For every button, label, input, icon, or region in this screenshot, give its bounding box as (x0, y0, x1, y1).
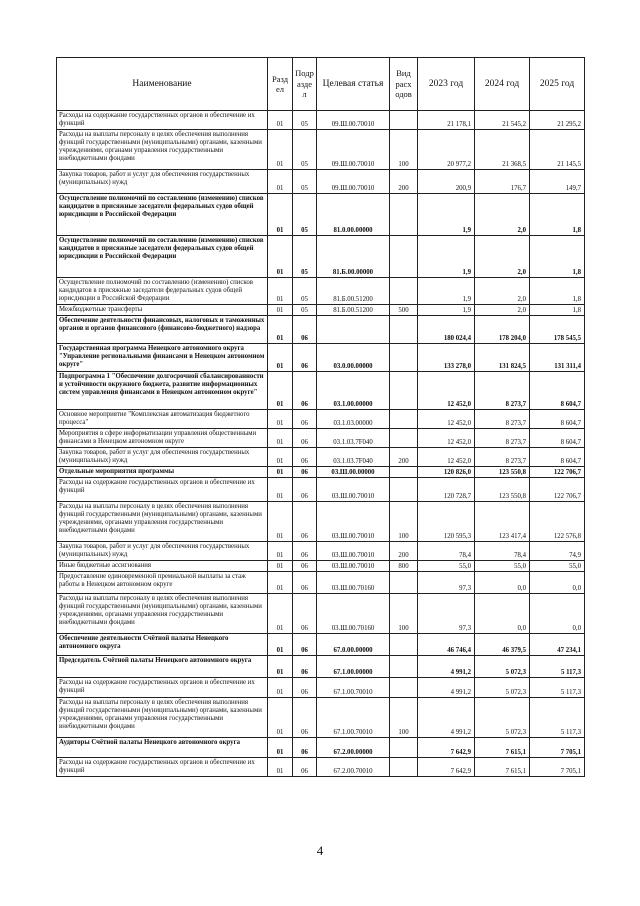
table-row (57, 561, 585, 572)
cell-vid (390, 278, 418, 305)
cell-2023: 97,3 (418, 572, 475, 594)
cell-vid (390, 372, 418, 410)
cell-target (317, 316, 390, 344)
cell-vid (390, 758, 418, 777)
cell-razdel: 01 (268, 502, 293, 542)
cell-2024: 123 417,4 (475, 502, 530, 542)
cell-2023: 97,3 (418, 594, 475, 634)
cell-2025: 55,0 (530, 561, 585, 572)
cell-vid: 100 (390, 698, 418, 738)
cell-vid (390, 656, 418, 678)
table-row (57, 344, 585, 372)
cell-name: Закупка товаров, работ и услуг для обеспечения государственных (муниципальных) нужд (57, 542, 268, 561)
cell-vid (390, 316, 418, 344)
cell-target: 03.Ш.00.70010 (317, 478, 390, 502)
cell-razdel: 01 (268, 170, 293, 194)
cell-2025: 1,8 (530, 278, 585, 305)
cell-2025: 7 705,1 (530, 758, 585, 777)
table-row (57, 194, 585, 236)
cell-name: Расходы на выплаты персоналу в целях обеспечения выполнения функций государственными (муниципальными) органами, казенными учреждениями, органами управления государственными внебюджетными фондами (57, 698, 268, 738)
table-row (57, 111, 585, 130)
cell-podrazdel: 06 (293, 594, 317, 634)
cell-vid: 100 (390, 502, 418, 542)
cell-podrazdel: 05 (293, 170, 317, 194)
column-header-2024: 2024 год (475, 58, 530, 111)
cell-razdel: 01 (268, 236, 293, 278)
cell-2023: 120 826,0 (418, 467, 475, 478)
cell-target: 67.0.00.00000 (317, 634, 390, 656)
cell-2025: 21 145,5 (530, 130, 585, 170)
cell-podrazdel: 05 (293, 236, 317, 278)
cell-2025: 21 295,2 (530, 111, 585, 130)
cell-target: 67.1.00.00000 (317, 656, 390, 678)
cell-podrazdel: 06 (293, 572, 317, 594)
budget-sheet (56, 57, 584, 777)
cell-vid: 800 (390, 561, 418, 572)
cell-2023: 12 452,0 (418, 448, 475, 467)
cell-razdel: 01 (268, 448, 293, 467)
cell-name: Аудиторы Счётной палаты Ненецкого автономного округа (57, 738, 268, 758)
cell-2024: 0,0 (475, 572, 530, 594)
cell-podrazdel: 06 (293, 738, 317, 758)
cell-name: Межбюджетные трансферты (57, 305, 268, 316)
cell-vid (390, 634, 418, 656)
budget-table (56, 57, 585, 777)
cell-name: Расходы на содержание государственных органов и обеспечение их функций (57, 111, 268, 130)
cell-2024: 176,7 (475, 170, 530, 194)
cell-vid (390, 572, 418, 594)
cell-name: Отдельные мероприятия программы (57, 467, 268, 478)
cell-target: 81.Б.00.00000 (317, 236, 390, 278)
column-header-vid: Вид расх одов (390, 58, 418, 111)
cell-2024: 123 550,8 (475, 478, 530, 502)
table-row (57, 236, 585, 278)
cell-target: 03.1.00.00000 (317, 372, 390, 410)
cell-2024: 21 545,2 (475, 111, 530, 130)
cell-name: Закупка товаров, работ и услуг для обеспечения государственных (муниципальных) нужд (57, 170, 268, 194)
cell-name: Государственная программа Ненецкого автономного округа "Управление региональными финансами в Ненецком автономном округе" (57, 344, 268, 372)
cell-razdel: 01 (268, 572, 293, 594)
cell-podrazdel: 05 (293, 278, 317, 305)
table-row (57, 758, 585, 777)
cell-name: Осуществление полномочий по составлению (изменению) списков кандидатов в присяжные заседатели федеральных судов общей юрисдикции в Российской Федерации (57, 236, 268, 278)
cell-name: Расходы на содержание государственных органов и обеспечение их функций (57, 758, 268, 777)
cell-razdel: 01 (268, 316, 293, 344)
cell-2023: 12 452,0 (418, 372, 475, 410)
cell-vid: 200 (390, 170, 418, 194)
cell-target: 03.Ш.00.70010 (317, 502, 390, 542)
cell-target: 03.Ш.00.00000 (317, 467, 390, 478)
cell-2023: 21 178,1 (418, 111, 475, 130)
cell-podrazdel: 05 (293, 111, 317, 130)
cell-2024: 21 368,5 (475, 130, 530, 170)
table-row (57, 467, 585, 478)
cell-2023: 1,9 (418, 194, 475, 236)
column-header-2023: 2023 год (418, 58, 475, 111)
cell-name: Закупка товаров, работ и услуг для обеспечения государственных (муниципальных) нужд (57, 448, 268, 467)
cell-2024: 7 615,1 (475, 758, 530, 777)
cell-name: Расходы на выплаты персоналу в целях обеспечения выполнения функций государственными (муниципальными) органами, казенными учреждениями, органами управления государственными внебюджетными фондами (57, 502, 268, 542)
cell-2025: 1,8 (530, 305, 585, 316)
cell-2024: 55,0 (475, 561, 530, 572)
cell-2023: 78,4 (418, 542, 475, 561)
cell-2023: 120 595,3 (418, 502, 475, 542)
cell-name: Предоставление единовременной премиальной выплаты за стаж работы в Ненецком автономном округе (57, 572, 268, 594)
table-row (57, 656, 585, 678)
cell-target: 67.1.00.70010 (317, 698, 390, 738)
cell-vid (390, 344, 418, 372)
cell-razdel: 01 (268, 194, 293, 236)
cell-target: 81.Б.00.51200 (317, 278, 390, 305)
cell-name: Основное мероприятие "Комплексная автоматизация бюджетного процесса" (57, 410, 268, 429)
cell-2025: 149,7 (530, 170, 585, 194)
table-row (57, 410, 585, 429)
table-row (57, 594, 585, 634)
cell-podrazdel: 06 (293, 467, 317, 478)
cell-vid: 200 (390, 448, 418, 467)
cell-razdel: 01 (268, 305, 293, 316)
table-row (57, 502, 585, 542)
cell-podrazdel: 05 (293, 130, 317, 170)
cell-podrazdel: 06 (293, 758, 317, 777)
cell-name: Обеспечение деятельности Счётной палаты Ненецкого автономного округа (57, 634, 268, 656)
cell-2023: 7 642,9 (418, 738, 475, 758)
cell-vid (390, 738, 418, 758)
cell-razdel: 01 (268, 594, 293, 634)
cell-2024: 8 273,7 (475, 448, 530, 467)
cell-razdel: 01 (268, 278, 293, 305)
cell-2025: 1,8 (530, 236, 585, 278)
cell-2023: 120 728,7 (418, 478, 475, 502)
table-row (57, 478, 585, 502)
cell-2023: 1,9 (418, 236, 475, 278)
cell-vid: 100 (390, 594, 418, 634)
cell-2025: 8 604,7 (530, 372, 585, 410)
cell-2024: 2,0 (475, 305, 530, 316)
cell-2024: 78,4 (475, 542, 530, 561)
cell-2025: 122 706,7 (530, 467, 585, 478)
cell-razdel: 01 (268, 634, 293, 656)
cell-vid (390, 678, 418, 698)
table-row (57, 678, 585, 698)
cell-2025: 47 234,1 (530, 634, 585, 656)
cell-podrazdel: 05 (293, 305, 317, 316)
cell-2025: 122 706,7 (530, 478, 585, 502)
table-row (57, 572, 585, 594)
cell-vid (390, 194, 418, 236)
table-row (57, 305, 585, 316)
cell-name: Расходы на выплаты персоналу в целях обеспечения выполнения функций государственными (муниципальными) органами, казенными учреждениями, органами управления государственными внебюджетными фондами (57, 130, 268, 170)
cell-razdel: 01 (268, 738, 293, 758)
cell-name: Расходы на содержание государственных органов и обеспечение их функций (57, 678, 268, 698)
cell-target: 09.Ш.00.70010 (317, 111, 390, 130)
cell-podrazdel: 06 (293, 372, 317, 410)
cell-podrazdel: 06 (293, 634, 317, 656)
table-row (57, 316, 585, 344)
cell-podrazdel: 06 (293, 502, 317, 542)
page-number: 4 (316, 843, 324, 858)
cell-podrazdel: 06 (293, 429, 317, 448)
cell-2025: 5 117,3 (530, 678, 585, 698)
cell-podrazdel: 06 (293, 678, 317, 698)
cell-2023: 200,9 (418, 170, 475, 194)
table-header-row (57, 58, 585, 111)
cell-2024: 8 273,7 (475, 429, 530, 448)
cell-2025: 8 604,7 (530, 410, 585, 429)
cell-2025: 8 604,7 (530, 429, 585, 448)
cell-2025: 1,8 (530, 194, 585, 236)
cell-2024: 8 273,7 (475, 372, 530, 410)
cell-2023: 4 991,2 (418, 698, 475, 738)
cell-vid (390, 467, 418, 478)
cell-2023: 133 278,0 (418, 344, 475, 372)
cell-name: Расходы на содержание государственных органов и обеспечение их функций (57, 478, 268, 502)
table-row (57, 170, 585, 194)
cell-vid: 100 (390, 130, 418, 170)
cell-2024: 178 204,0 (475, 316, 530, 344)
cell-vid: 200 (390, 542, 418, 561)
cell-podrazdel: 06 (293, 344, 317, 372)
cell-2023: 1,9 (418, 305, 475, 316)
cell-2025: 74,9 (530, 542, 585, 561)
cell-2025: 8 604,7 (530, 448, 585, 467)
cell-2024: 7 615,1 (475, 738, 530, 758)
cell-2025: 5 117,3 (530, 656, 585, 678)
table-row (57, 130, 585, 170)
cell-target: 03.Ш.00.70160 (317, 572, 390, 594)
cell-2024: 5 072,3 (475, 678, 530, 698)
cell-target: 03.1.03.7F040 (317, 448, 390, 467)
cell-vid (390, 478, 418, 502)
cell-name: Мероприятия в сфере информатизации управления общественными финансами в Ненецком автономном округе (57, 429, 268, 448)
cell-2023: 55,0 (418, 561, 475, 572)
cell-razdel: 01 (268, 111, 293, 130)
column-header-target: Целевая статья (317, 58, 390, 111)
cell-target: 67.2.00.70010 (317, 758, 390, 777)
cell-target: 81.0.00.00000 (317, 194, 390, 236)
table-row (57, 429, 585, 448)
cell-2023: 46 746,4 (418, 634, 475, 656)
cell-razdel: 01 (268, 130, 293, 170)
cell-razdel: 01 (268, 429, 293, 448)
cell-2023: 4 991,2 (418, 656, 475, 678)
cell-target: 03.Ш.00.70010 (317, 542, 390, 561)
cell-2024: 46 379,5 (475, 634, 530, 656)
table-body (57, 111, 585, 777)
cell-razdel: 01 (268, 372, 293, 410)
cell-2024: 2,0 (475, 278, 530, 305)
cell-target: 09.Ш.00.70010 (317, 130, 390, 170)
cell-name: Иные бюджетные ассигнования (57, 561, 268, 572)
cell-vid (390, 236, 418, 278)
column-header-2025: 2025 год (530, 58, 585, 111)
cell-podrazdel: 06 (293, 478, 317, 502)
cell-2024: 2,0 (475, 236, 530, 278)
cell-podrazdel: 06 (293, 448, 317, 467)
table-row (57, 634, 585, 656)
cell-razdel: 01 (268, 656, 293, 678)
cell-2023: 1,9 (418, 278, 475, 305)
cell-2023: 180 024,4 (418, 316, 475, 344)
cell-2025: 0,0 (530, 572, 585, 594)
cell-razdel: 01 (268, 410, 293, 429)
cell-target: 67.1.00.70010 (317, 678, 390, 698)
cell-razdel: 01 (268, 561, 293, 572)
cell-razdel: 01 (268, 678, 293, 698)
cell-target: 09.Ш.00.70010 (317, 170, 390, 194)
cell-razdel: 01 (268, 467, 293, 478)
cell-2024: 131 824,5 (475, 344, 530, 372)
cell-2024: 0,0 (475, 594, 530, 634)
cell-razdel: 01 (268, 758, 293, 777)
table-row (57, 698, 585, 738)
cell-razdel: 01 (268, 478, 293, 502)
cell-podrazdel: 06 (293, 656, 317, 678)
cell-podrazdel: 06 (293, 542, 317, 561)
cell-vid (390, 111, 418, 130)
cell-2024: 5 072,3 (475, 656, 530, 678)
cell-2025: 7 705,1 (530, 738, 585, 758)
cell-target: 03.0.00.00000 (317, 344, 390, 372)
cell-podrazdel: 06 (293, 316, 317, 344)
table-row (57, 278, 585, 305)
column-header-name: Наименование (57, 58, 268, 111)
cell-podrazdel: 06 (293, 561, 317, 572)
cell-2024: 8 273,7 (475, 410, 530, 429)
cell-vid: 500 (390, 305, 418, 316)
cell-name: Председатель Счётной палаты Ненецкого автономного округа (57, 656, 268, 678)
cell-2025: 0,0 (530, 594, 585, 634)
cell-razdel: 01 (268, 344, 293, 372)
cell-target: 03.Ш.00.70010 (317, 561, 390, 572)
column-header-razdel: Разд ел (268, 58, 293, 111)
cell-vid (390, 410, 418, 429)
cell-podrazdel: 06 (293, 698, 317, 738)
cell-2024: 5 072,3 (475, 698, 530, 738)
cell-podrazdel: 06 (293, 410, 317, 429)
cell-2023: 12 452,0 (418, 429, 475, 448)
column-header-podrazdel: Подр азде л (293, 58, 317, 111)
cell-razdel: 01 (268, 542, 293, 561)
cell-razdel: 01 (268, 698, 293, 738)
cell-name: Осуществление полномочий по составлению (изменению) списков кандидатов в присяжные заседатели федеральных судов общей юрисдикции в Российской Федерации (57, 194, 268, 236)
cell-target: 67.2.00.00000 (317, 738, 390, 758)
cell-2025: 122 576,8 (530, 502, 585, 542)
cell-target: 03.1.03.00000 (317, 410, 390, 429)
table-row (57, 372, 585, 410)
cell-name: Обеспечение деятельности финансовых, налоговых и таможенных органов и органов финансового (финансово-бюджетного) надзора (57, 316, 268, 344)
cell-2023: 20 977,2 (418, 130, 475, 170)
cell-2023: 12 452,0 (418, 410, 475, 429)
cell-target: 81.Б.00.51200 (317, 305, 390, 316)
cell-2024: 2,0 (475, 194, 530, 236)
cell-target: 03.1.03.7F040 (317, 429, 390, 448)
cell-vid (390, 429, 418, 448)
cell-podrazdel: 05 (293, 194, 317, 236)
cell-2023: 7 642,9 (418, 758, 475, 777)
cell-name: Подпрограмма 1 "Обеспечение долгосрочной сбалансированности и устойчивости окружного бюджета, развитие информационных систем управления финансами в Ненецком автономном округе" (57, 372, 268, 410)
cell-2025: 131 311,4 (530, 344, 585, 372)
cell-name: Осуществление полномочий по составлению (изменению) списков кандидатов в присяжные заседатели федеральных судов общей юрисдикции в Российской Федерации (57, 278, 268, 305)
cell-2025: 178 545,5 (530, 316, 585, 344)
cell-name: Расходы на выплаты персоналу в целях обеспечения выполнения функций государственными (муниципальными) органами, казенными учреждениями, органами управления государственными внебюджетными фондами (57, 594, 268, 634)
cell-target: 03.Ш.00.70160 (317, 594, 390, 634)
table-row (57, 738, 585, 758)
table-row (57, 542, 585, 561)
cell-2023: 4 991,2 (418, 678, 475, 698)
cell-2024: 123 550,8 (475, 467, 530, 478)
table-row (57, 448, 585, 467)
cell-2025: 5 117,3 (530, 698, 585, 738)
